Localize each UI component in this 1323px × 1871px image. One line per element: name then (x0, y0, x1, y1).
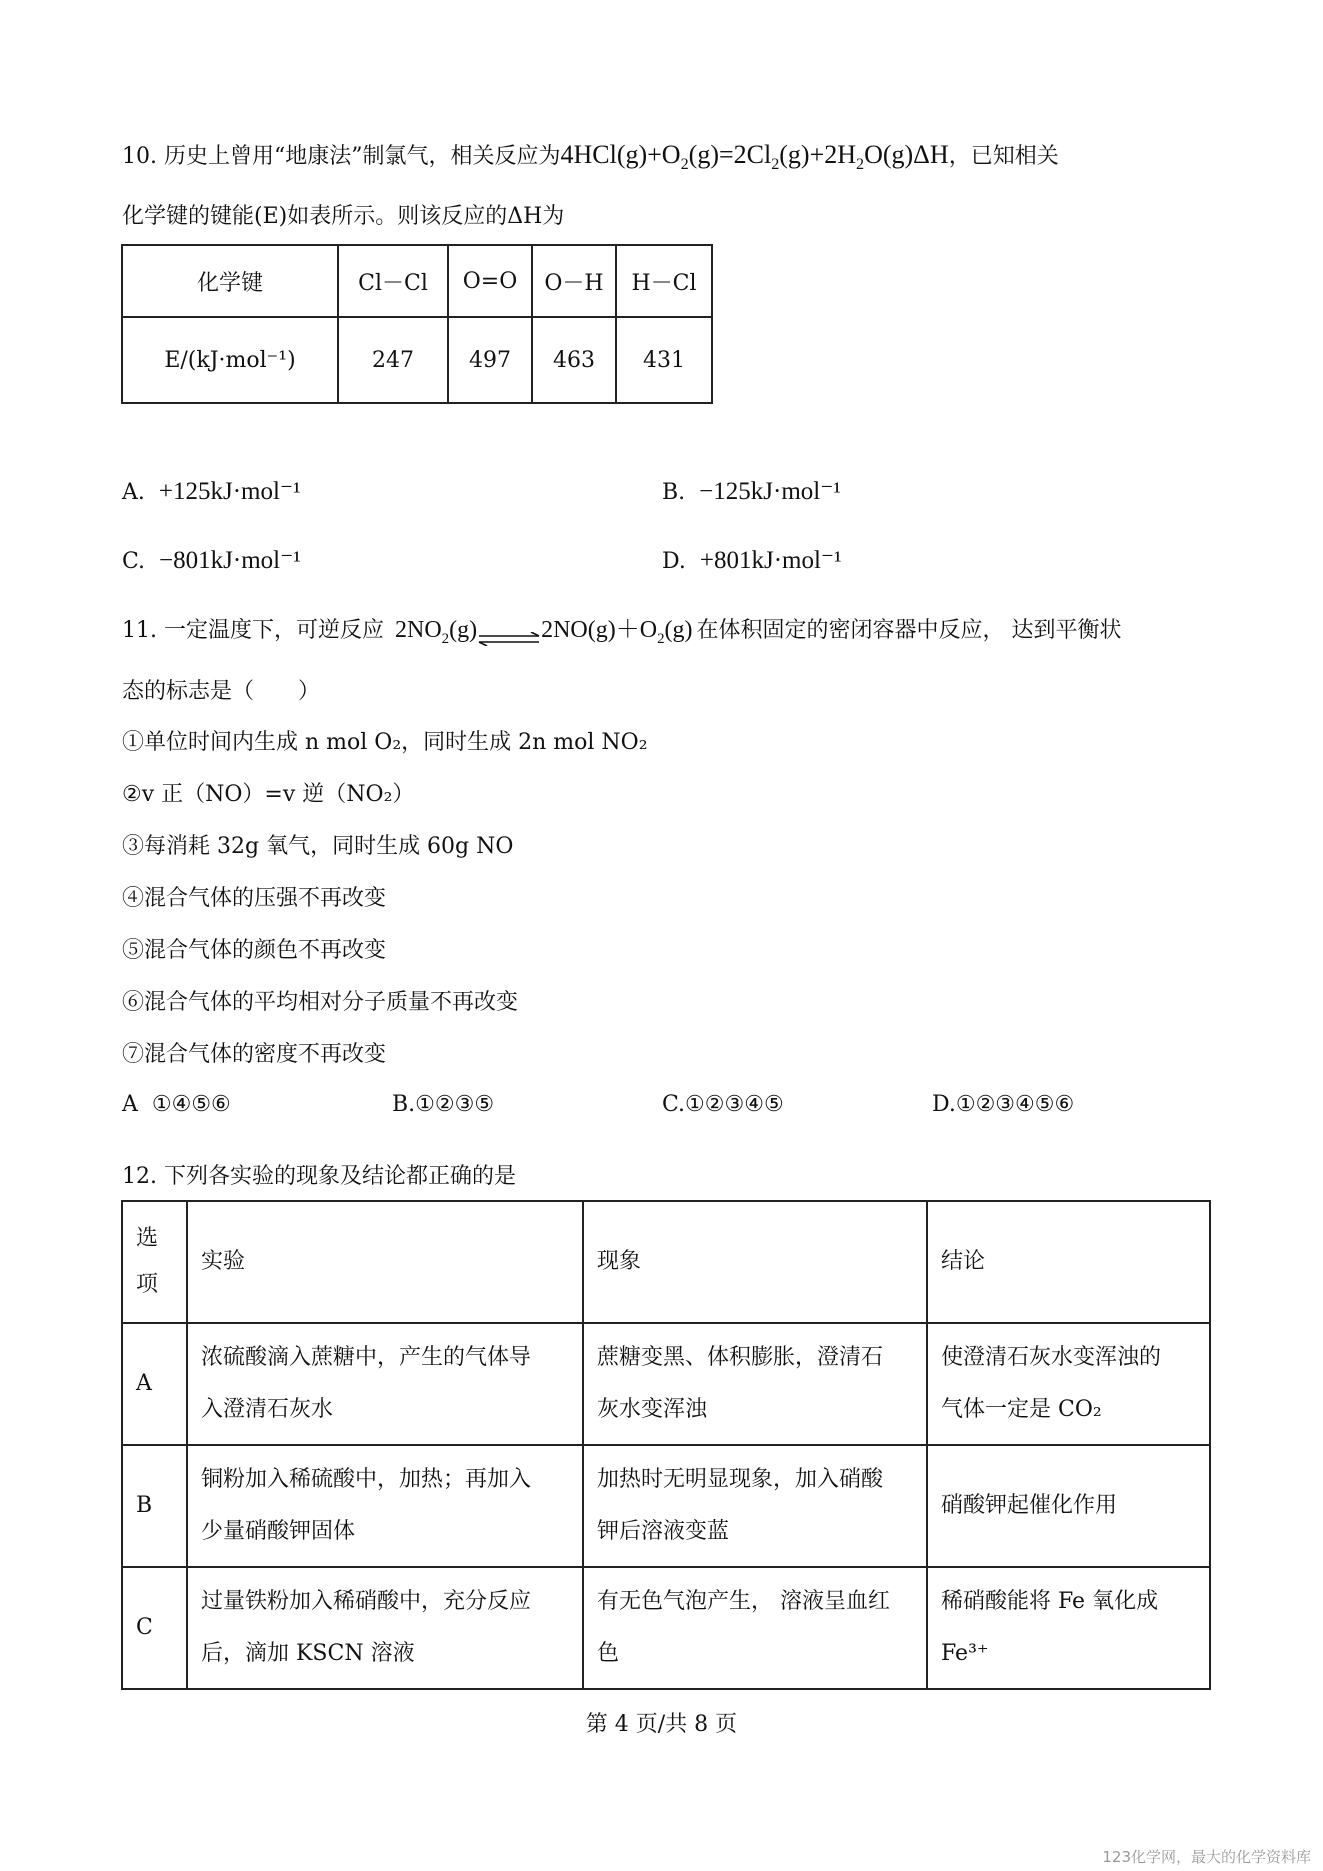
table-header-cell: O－H (532, 245, 616, 317)
q10-option-c[interactable] (122, 545, 301, 575)
q10-stem-line2: 化学键的键能(E)如表所示。则该反应的ΔH为 (122, 204, 565, 229)
experiment-cell (187, 1323, 583, 1445)
experiment-cell (187, 1567, 583, 1689)
option-letter: B. (392, 1092, 416, 1117)
q11-option-d[interactable] (932, 1092, 1074, 1117)
cell-line: 铜粉加入稀硫酸中，加热；再加入 (201, 1467, 532, 1492)
page-footer: 第 4 页/共 8 页 (585, 1712, 738, 1737)
option-value: ①②③⑤ (415, 1092, 495, 1117)
table-cell: 463 (532, 317, 616, 403)
watermark: 123化学网，最大的化学资料库 (1102, 1848, 1311, 1866)
q10-equation: $4HCl(g)+O_2(g)=2Cl_2(g)+2H_2O(g)\Delta H$ (560, 140, 949, 174)
q10-stem-suffix: ，已知相关 (948, 144, 1059, 169)
table-header-cell: Cl－Cl (338, 245, 448, 317)
table-cell: 497 (448, 317, 532, 403)
option-value: −801kJ·mol⁻¹ (159, 547, 301, 574)
q10-stem-line1 (122, 140, 1059, 180)
q11-stem-line2: 态的标志是（ ） (122, 679, 321, 704)
q10-option-b[interactable] (662, 476, 841, 506)
q11-option-c[interactable] (662, 1092, 784, 1117)
cell-line: 钾后溶液变蓝 (597, 1519, 730, 1544)
cell-line: 后，滴加 KSCN 溶液 (201, 1641, 415, 1666)
cell-line: 稀硝酸能将 Fe 氧化成 (941, 1589, 1159, 1614)
q11-item: ⑥混合气体的平均相对分子质量不再改变 (122, 990, 519, 1015)
cell-line: 蔗糖变黑、体积膨胀，澄清石 (597, 1345, 884, 1370)
q11-item: ①单位时间内生成 n mol O₂，同时生成 2n mol NO₂ (122, 730, 648, 755)
q10-stem-prefix: 10. 历史上曾用“地康法”制氯气，相关反应为 (122, 144, 561, 169)
option-cell: C (122, 1567, 187, 1689)
table-row-label: E/(kJ·mol⁻¹) (122, 317, 338, 403)
q11-stem-line1 (122, 615, 1121, 654)
conclusion-cell (927, 1567, 1210, 1689)
cell-line: 过量铁粉加入稀硝酸中，充分反应 (201, 1589, 532, 1614)
option-value: ①②③④⑤⑥ (955, 1092, 1075, 1117)
q12-stem: 12. 下列各实验的现象及结论都正确的是 (122, 1164, 516, 1189)
experiment-table (121, 1200, 1211, 1690)
option-letter: C. (122, 549, 146, 574)
experiment-cell (187, 1445, 583, 1567)
table-row (122, 1567, 1210, 1689)
table-row (122, 1323, 1210, 1445)
option-letter: A (122, 1092, 138, 1117)
q11-item: ②v 正（NO）=v 逆（NO₂） (122, 782, 415, 807)
phenomenon-cell (583, 1445, 927, 1567)
option-cell: B (122, 1445, 187, 1567)
phenomenon-cell (583, 1323, 927, 1445)
cell-line: 灰水变浑浊 (597, 1397, 708, 1422)
table-header-cell: 现象 (583, 1201, 927, 1323)
option-letter: C. (662, 1092, 686, 1117)
option-letter: D. (662, 549, 686, 574)
option-cell: A (122, 1323, 187, 1445)
option-value: +801kJ·mol⁻¹ (699, 547, 842, 574)
header-text: 选 (136, 1226, 159, 1251)
conclusion-cell (927, 1445, 1210, 1567)
cell-line: 入澄清石灰水 (201, 1397, 334, 1422)
table-header-cell: 结论 (927, 1201, 1210, 1323)
cell-line: 少量硝酸钾固体 (201, 1519, 356, 1544)
phenomenon-cell (583, 1567, 927, 1689)
table-cell: 431 (616, 317, 712, 403)
table-header-cell: 化学键 (122, 245, 338, 317)
cell-line: 色 (597, 1641, 620, 1666)
table-cell: 247 (338, 317, 448, 403)
table-header-cell (122, 1201, 187, 1323)
option-value: +125kJ·mol⁻¹ (158, 478, 301, 505)
option-value: −125kJ·mol⁻¹ (699, 478, 841, 505)
q11-option-a[interactable] (122, 1092, 231, 1117)
cell-line: Fe³⁺ (941, 1641, 989, 1666)
option-letter: D. (932, 1092, 956, 1117)
cell-line: 浓硫酸滴入蔗糖中，产生的气体导 (201, 1345, 532, 1370)
option-value: ①④⑤⑥ (151, 1092, 231, 1117)
option-value: ①②③④⑤ (685, 1092, 784, 1117)
q11-option-b[interactable] (392, 1092, 494, 1117)
q11-stem-suffix: 在体积固定的密闭容器中反应， 达到平衡状 (696, 618, 1122, 643)
option-letter: B. (662, 480, 686, 505)
header-text: 项 (136, 1272, 159, 1297)
q10-option-d[interactable] (662, 545, 842, 575)
q11-stem-prefix: 11. 一定温度下，可逆反应 (122, 618, 384, 643)
q11-equation: $2NO_2(g)$ $2NO(g)+O_2(g)$ (394, 617, 693, 647)
table-header-cell: H－Cl (616, 245, 712, 317)
option-letter: A. (122, 480, 145, 505)
table-row (122, 1445, 1210, 1567)
cell-line: 加热时无明显现象，加入硝酸 (597, 1467, 884, 1492)
cell-line: 硝酸钾起催化作用 (941, 1493, 1118, 1518)
cell-line: 有无色气泡产生， 溶液呈血红 (597, 1589, 890, 1614)
cell-line: 使澄清石灰水变浑浊的 (941, 1345, 1162, 1370)
reversible-arrow-icon (477, 624, 541, 638)
bond-energy-table (121, 244, 713, 404)
q10-option-a[interactable] (122, 476, 301, 506)
table-header-cell: O=O (448, 245, 532, 317)
q11-item: ⑦混合气体的密度不再改变 (122, 1042, 387, 1067)
q11-item: ⑤混合气体的颜色不再改变 (122, 938, 387, 963)
q11-item: ③每消耗 32g 氧气，同时生成 60g NO (122, 834, 514, 859)
table-header-cell: 实验 (187, 1201, 583, 1323)
q11-item: ④混合气体的压强不再改变 (122, 886, 387, 911)
cell-line: 气体一定是 CO₂ (941, 1397, 1102, 1422)
conclusion-cell (927, 1323, 1210, 1445)
